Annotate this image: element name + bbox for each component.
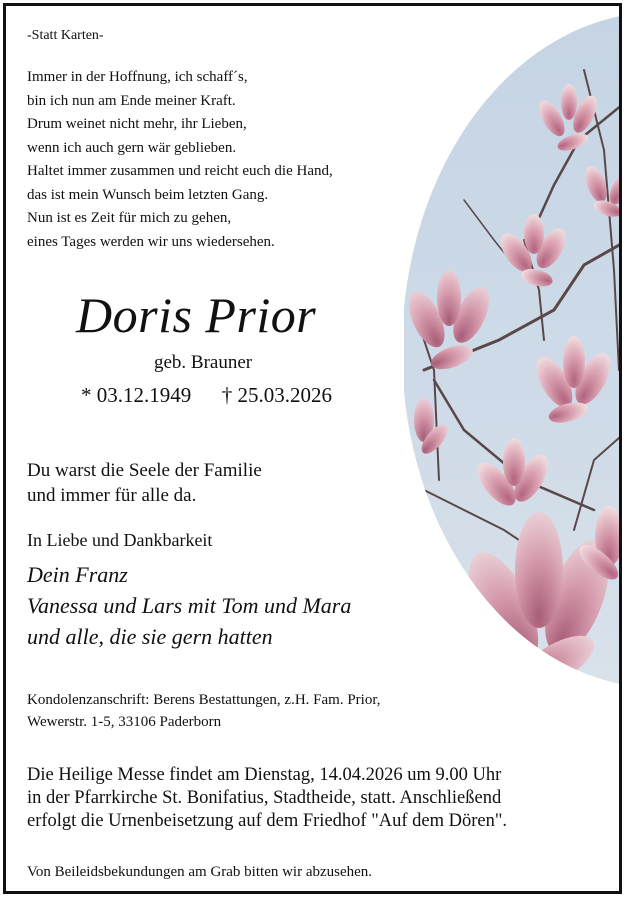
signers	[27, 559, 351, 652]
condolence-address	[27, 689, 381, 733]
birth-name: geb. Brauner	[154, 352, 253, 373]
signer-line: Dein Franz	[27, 562, 128, 587]
poem-line: Nun ist es Zeit für mich zu gehen,	[27, 210, 232, 226]
tribute-text	[27, 458, 262, 508]
life-dates	[81, 383, 332, 408]
deceased-name: Doris Prior	[76, 287, 317, 343]
condolence-line: Kondolenzanschrift: Berens Bestattungen, z.H. Fam. Prior,	[27, 692, 381, 708]
tribute-line: Du warst die Seele der Familie	[27, 460, 262, 481]
footer-note: Von Beileidsbekundungen am Grab bitten wir abzusehen.	[27, 864, 373, 880]
poem-line: Immer in der Hoffnung, ich schaff´s,	[27, 69, 248, 85]
love-line: In Liebe und Dankbarkeit	[27, 530, 213, 550]
birth-date: * 03.12.1949	[81, 383, 192, 407]
condolence-line: Wewerstr. 1-5, 33106 Paderborn	[27, 714, 222, 730]
magnolia-illustration	[404, 10, 622, 690]
mass-line: in der Pfarrkirche St. Bonifatius, Stadtheide, statt. Anschließend	[27, 788, 502, 808]
poem-line: Haltet immer zusammen und reicht euch die Hand,	[27, 163, 333, 179]
tribute-line: und immer für alle da.	[27, 485, 197, 506]
signer-line: und alle, die sie gern hatten	[27, 624, 273, 649]
poem-line: wenn ich auch gern wär geblieben.	[27, 139, 237, 156]
mass-announcement	[27, 764, 507, 833]
poem-line: eines Tages werden wir uns wiedersehen.	[27, 233, 275, 250]
poem-line: Drum weinet nicht mehr, ihr Lieben,	[27, 116, 247, 132]
death-date: † 25.03.2026	[221, 383, 332, 407]
poem-line: bin ich nun am Ende meiner Kraft.	[27, 92, 236, 109]
poem-line: das ist mein Wunsch beim letzten Gang.	[27, 186, 269, 203]
obituary-notice	[3, 3, 622, 894]
poem	[27, 66, 333, 254]
signer-line: Vanessa und Lars mit Tom und Mara	[27, 593, 352, 618]
mass-line: Die Heilige Messe findet am Dienstag, 14.04.2026 um 9.00 Uhr	[27, 765, 502, 785]
header-statt-karten: -Statt Karten-	[27, 28, 104, 43]
mass-line: erfolgt die Urnenbeisetzung auf dem Friedhof "Auf dem Dören".	[27, 811, 508, 831]
magnolia-photo	[404, 10, 622, 690]
